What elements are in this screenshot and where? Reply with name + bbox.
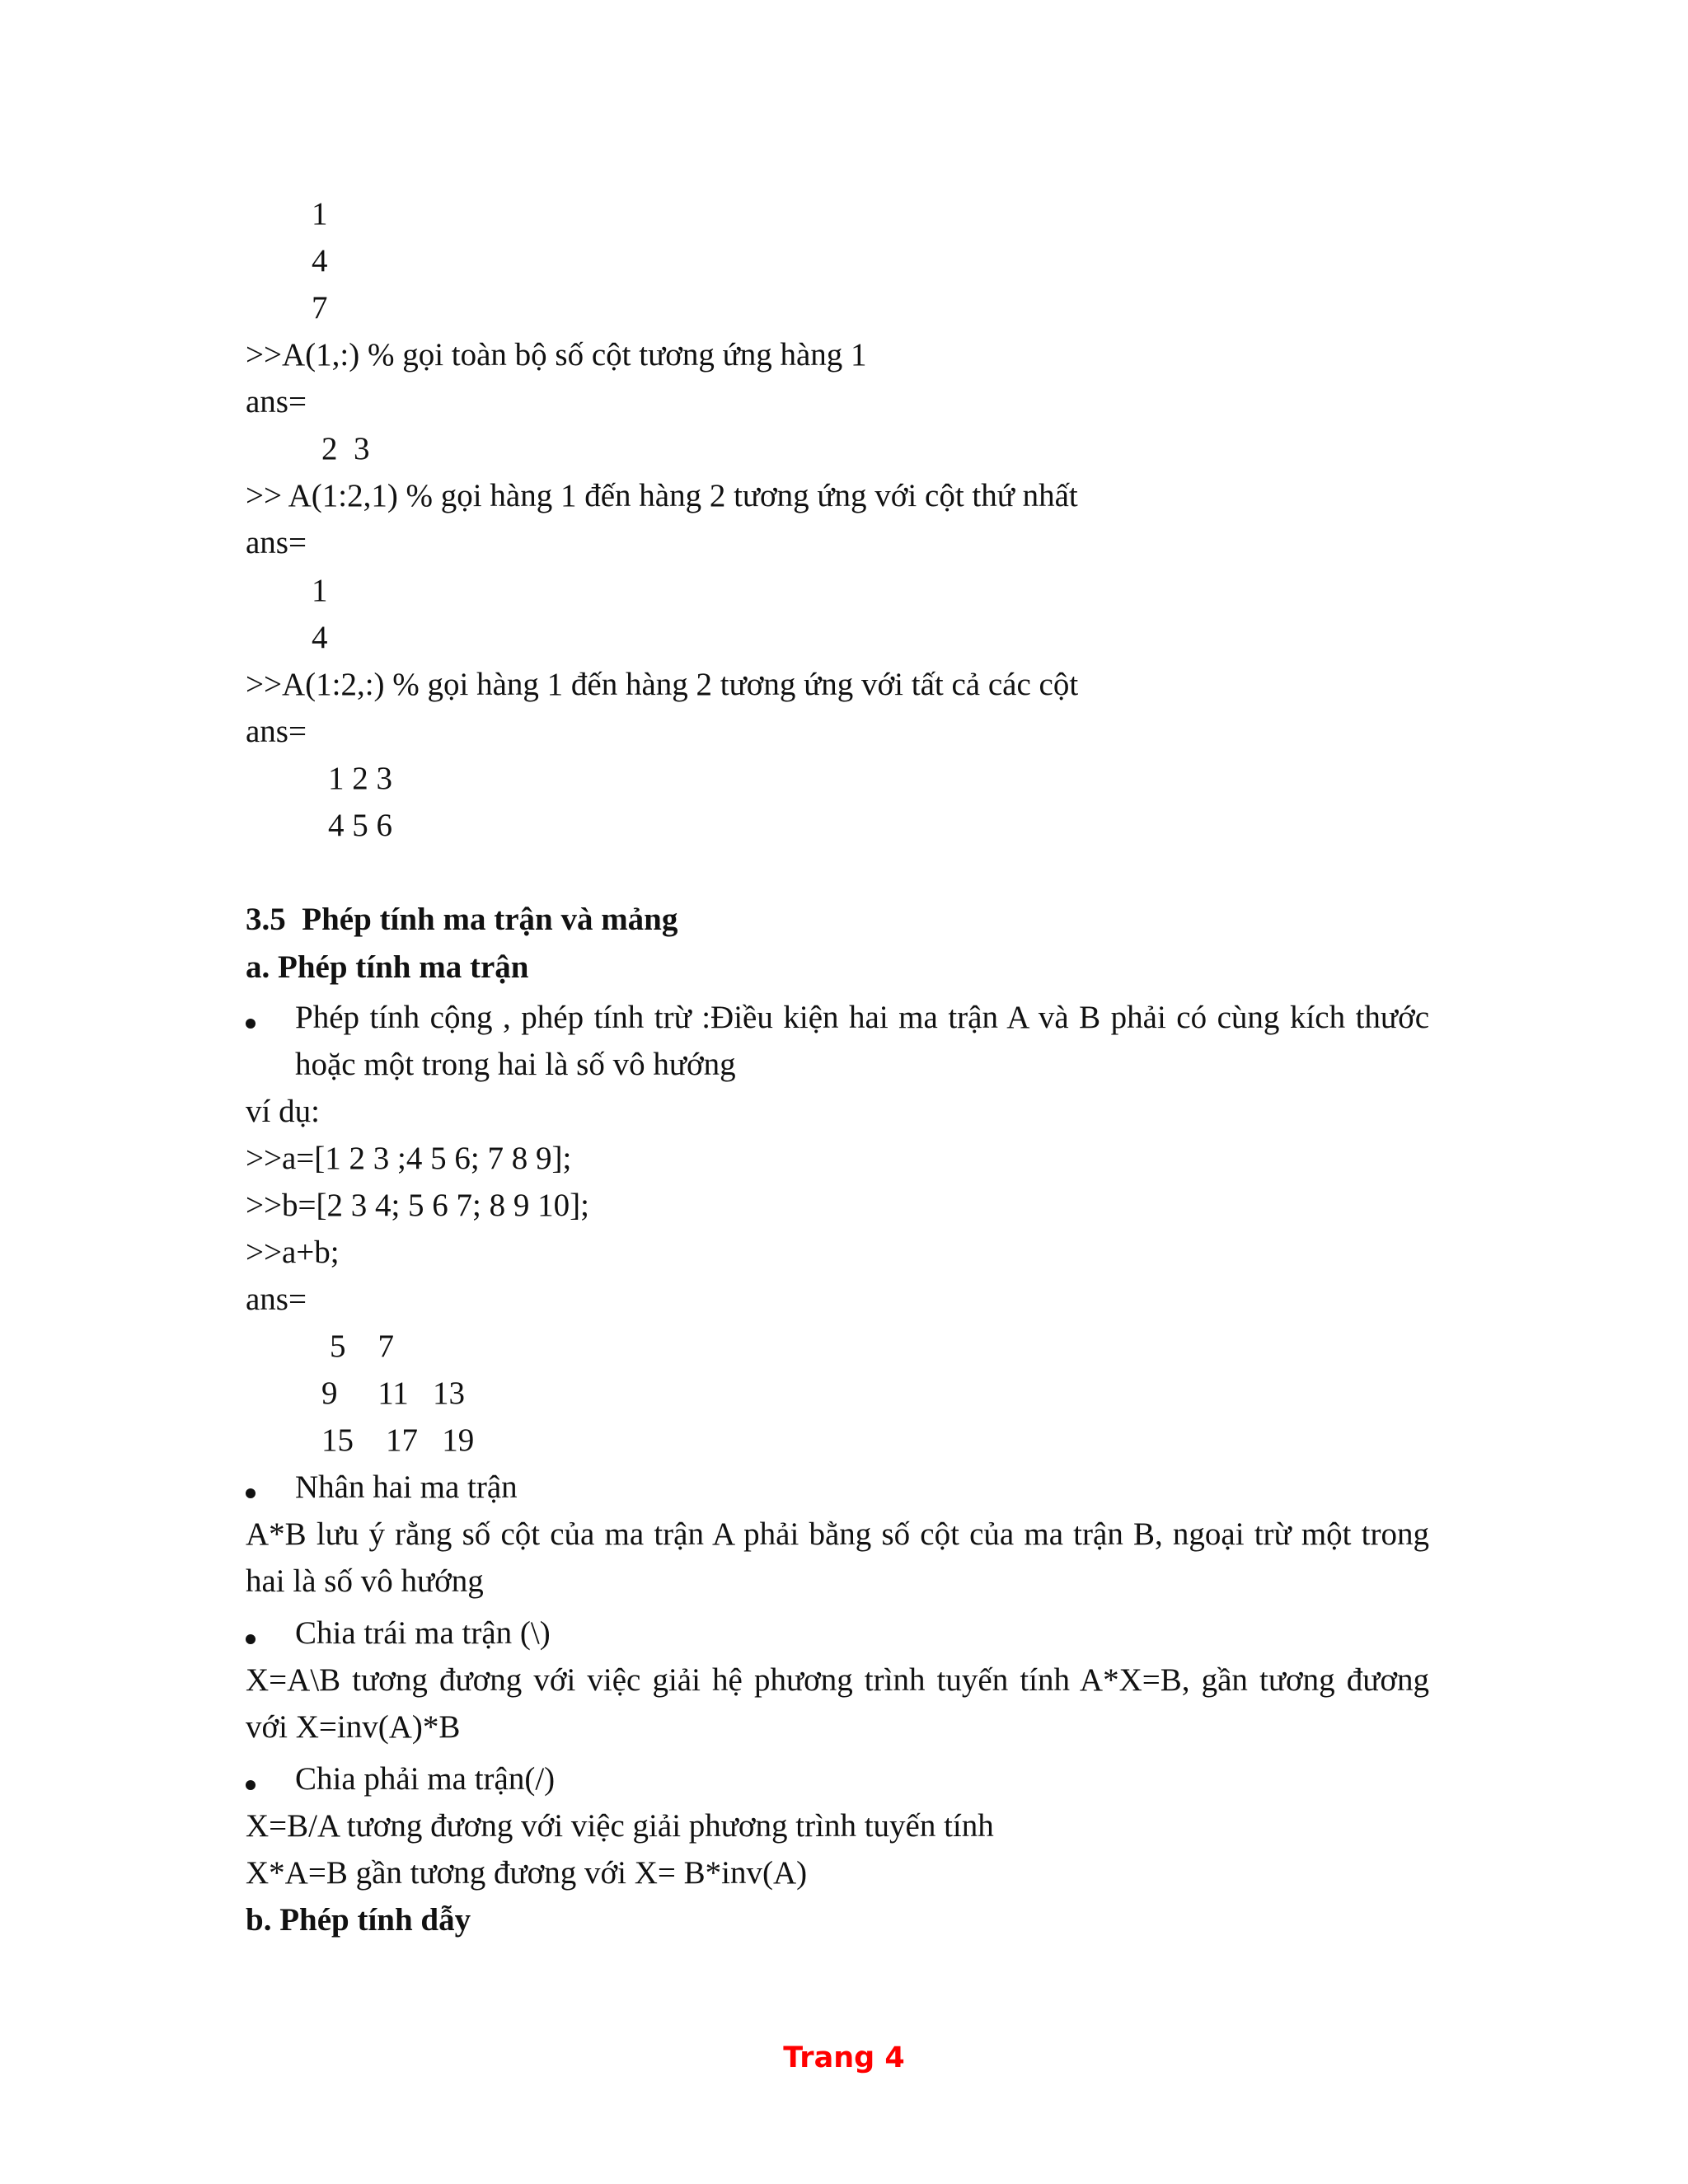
output-value: 5 7: [330, 1329, 394, 1364]
bullet-text: Nhân hai ma trận: [295, 1469, 518, 1505]
output-value: 7: [312, 290, 328, 326]
bullet-icon: [246, 1019, 256, 1029]
output-value: 4: [312, 243, 328, 279]
output-value: 4 5 6: [328, 808, 392, 843]
output-value: 15 17 19: [321, 1422, 475, 1458]
bullet-icon: [246, 1488, 256, 1498]
page-number: Trang 4: [783, 2041, 905, 2074]
subsection-heading: b. Phép tính dẫy: [246, 1902, 471, 1938]
paragraph-line: hai là số vô hướng: [246, 1563, 484, 1599]
paragraph-line: A*B lưu ý rằng số cột của ma trận A phải bằng số cột của ma trận B, ngoại trừ một trong: [246, 1516, 1429, 1552]
bullet-text-continued: hoặc một trong hai là số vô hướng: [295, 1047, 736, 1082]
ans-label: ans=: [246, 1282, 307, 1317]
bullet-text: Chia trái ma trận (\): [295, 1615, 551, 1651]
command-line: >>A(1,:) % gọi toàn bộ số cột tương ứng hàng 1: [246, 337, 867, 373]
code-line: >>a+b;: [246, 1235, 340, 1270]
ans-label: ans=: [246, 714, 307, 749]
bullet-icon: [246, 1634, 256, 1644]
ans-label: ans=: [246, 525, 307, 560]
paragraph-line: X=A\B tương đương với việc giải hệ phương trình tuyến tính A*X=B, gần tương đương: [246, 1662, 1429, 1698]
output-value: 2 3: [321, 431, 370, 466]
command-line: >>A(1:2,:) % gọi hàng 1 đến hàng 2 tương ứng với tất cả các cột: [246, 667, 1079, 702]
bullet-text: Chia phải ma trận(/): [295, 1761, 556, 1797]
output-value: 1 2 3: [328, 761, 392, 796]
output-value: 4: [312, 620, 328, 655]
bullet-icon: [246, 1780, 256, 1790]
bullet-text: Phép tính cộng , phép tính trừ :Điều kiện hai ma trận A và B phải có cùng kích thước: [295, 1000, 1429, 1035]
command-line: >> A(1:2,1) % gọi hàng 1 đến hàng 2 tương ứng với cột thứ nhất: [246, 478, 1078, 513]
code-line: >>b=[2 3 4; 5 6 7; 8 9 10];: [246, 1188, 589, 1223]
output-value: 1: [312, 573, 328, 608]
paragraph-line: với X=inv(A)*B: [246, 1709, 461, 1745]
output-value: 1: [312, 196, 328, 232]
section-heading: 3.5 Phép tính ma trận và mảng: [246, 902, 678, 937]
paragraph-line: X=B/A tương đương với việc giải phương trình tuyến tính: [246, 1808, 994, 1844]
code-line: >>a=[1 2 3 ;4 5 6; 7 8 9];: [246, 1141, 572, 1176]
subsection-heading: a. Phép tính ma trận: [246, 949, 529, 985]
paragraph-line: X*A=B gần tương đương với X= B*inv(A): [246, 1855, 808, 1891]
ans-label: ans=: [246, 384, 307, 419]
output-value: 9 11 13: [321, 1376, 466, 1411]
example-label: ví dụ:: [246, 1094, 320, 1129]
